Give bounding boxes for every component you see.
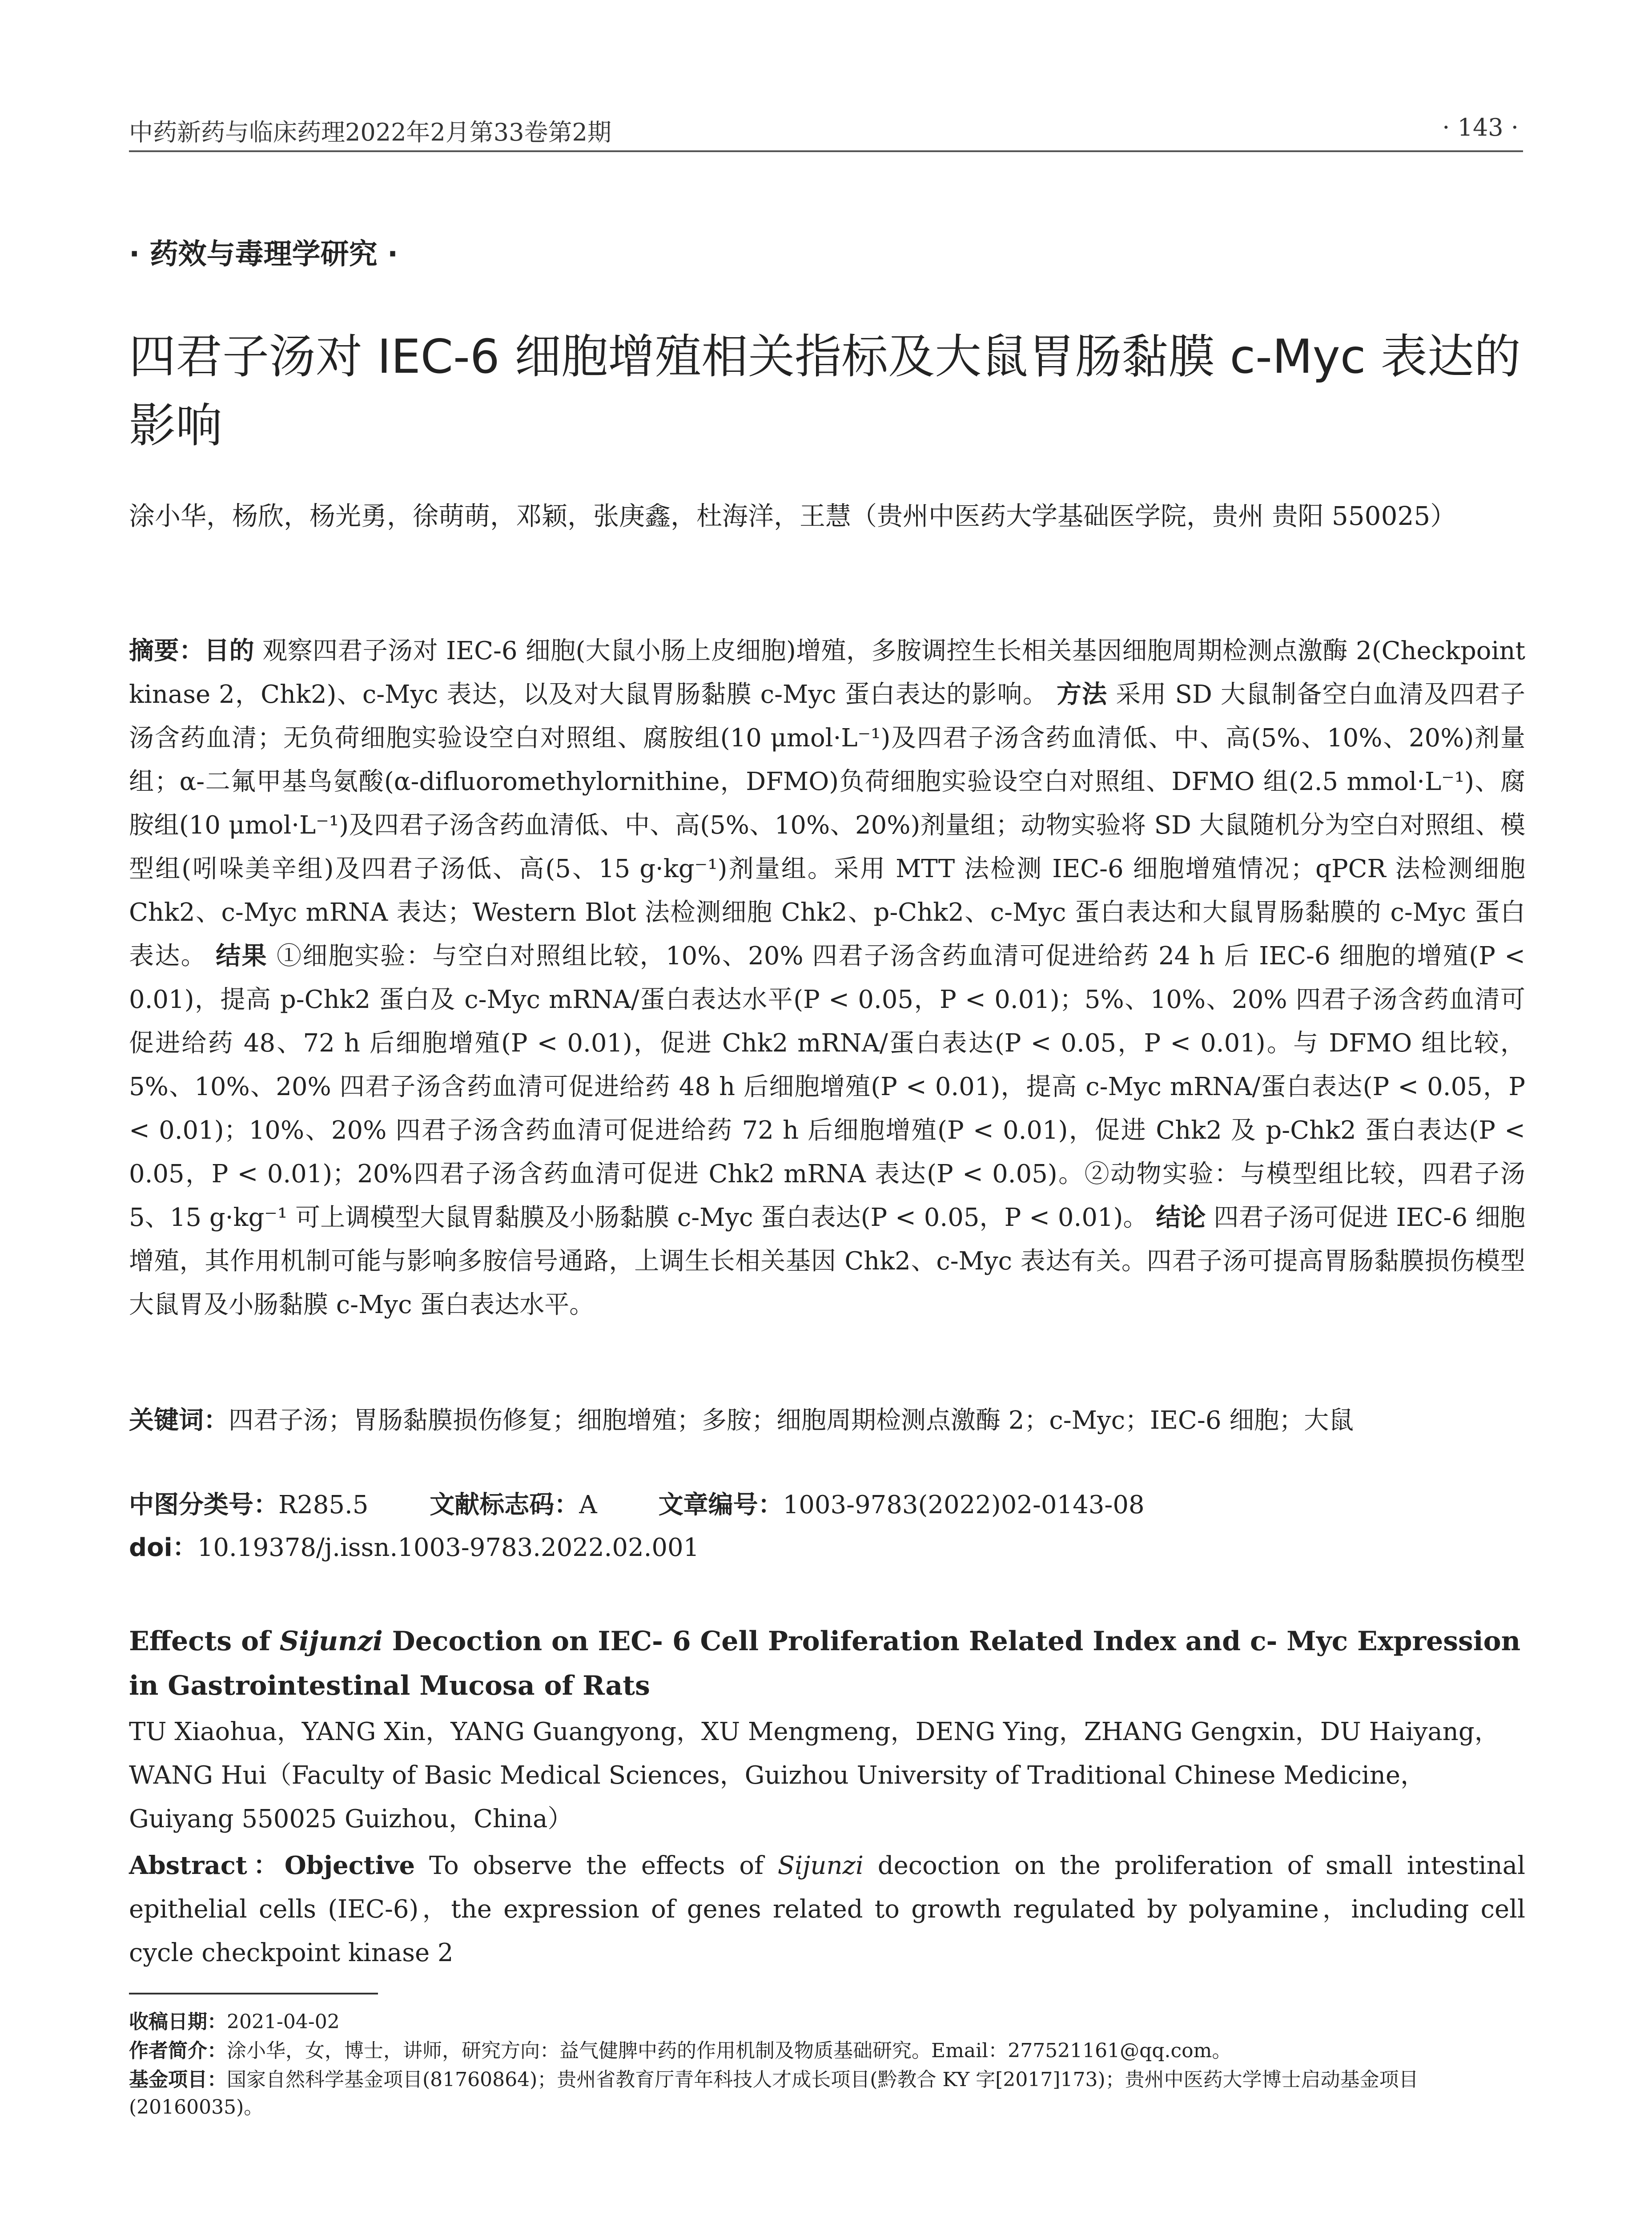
doi-line: [129, 1528, 699, 1563]
english-title-part: Decoction on IEC- 6 Cell Proliferation Related Index and c- Myc Expression in Gastrointestinal Mucosa of Rats: [129, 1626, 1521, 1701]
section-heading: · 药效与毒理学研究 ·: [129, 238, 398, 271]
english-abstract: [129, 1844, 1525, 1975]
english-authors: TU Xiaohua，YANG Xin，YANG Guangyong，XU Mengmeng，DENG Ying，ZHANG Gengxin，DU Haiyang，WANG Hui（Faculty of Basic Medical Sciences，Guizhou University of Traditional Chinese Medicine，Guiyang 550025 Guizhou，China）: [129, 1717, 1499, 1833]
english-abstract-label: Abstract：Objective: [129, 1851, 415, 1880]
footnote-fund: [129, 2066, 1525, 2121]
keywords-text: 四君子汤；胃肠黏膜损伤修复；细胞增殖；多胺；细胞周期检测点激酶 2；c-Myc；IEC-6 细胞；大鼠: [229, 1406, 1354, 1435]
keywords: [129, 1399, 1525, 1442]
author-list: 涂小华，杨欣，杨光勇，徐萌萌，邓颖，张庚鑫，杜海洋，王慧（贵州中医药大学基础医学院，贵州 贵阳 550025）: [129, 501, 1456, 531]
doi-value: 10.19378/j.issn.1003-9783.2022.02.001: [197, 1533, 699, 1562]
footnote-received: [129, 2008, 1525, 2036]
received-date: 2021-04-02: [227, 2010, 340, 2033]
article-number-value: 1003-9783(2022)02-0143-08: [783, 1491, 1145, 1519]
classification-line: [129, 1483, 1145, 1527]
english-title-part: Effects of: [129, 1626, 280, 1657]
footnote-author: [129, 2037, 1525, 2065]
fund-label: 基金项目：: [129, 2068, 227, 2091]
english-title-italic: Sijunzi: [279, 1626, 383, 1657]
keywords-label: 关键词：: [129, 1406, 229, 1435]
doi-label: doi：: [129, 1533, 197, 1562]
fund-text: 国家自然科学基金项目(81760864)；贵州省教育厅青年科技人才成长项目(黔教合 KY 字[2017]173)；贵州中医药大学博士启动基金项目(20160035)。: [129, 2068, 1419, 2119]
author-intro-label: 作者简介：: [129, 2039, 227, 2062]
abstract-conclusion: 四君子汤可促进 IEC-6 细胞增殖，其作用机制可能与影响多胺信号通路，上调生长相关基因 Chk2、c-Myc 表达有关。四君子汤可提高胃肠黏膜损伤模型大鼠胃及小肠黏膜 c-Myc 蛋白表达水平。: [129, 1203, 1525, 1319]
abstract-results: ①细胞实验：与空白对照组比较，10%、20% 四君子汤含药血清可促进给药 24 h 后 IEC-6 细胞的增殖(P < 0.01)，提高 p-Chk2 蛋白及 c-Myc mRNA/蛋白表达水平(P < 0.05，P < 0.01)；5%、10%、20% 四君子汤含药血清可促进给药 48、72 h 后细胞增殖(P < 0.01)，促进 Chk2 mRNA/蛋白表达(P < 0.05，P < 0.01)。与 DFMO 组比较，5%、10%、20% 四君子汤含药血清可促进给药 48 h 后细胞增殖(P < 0.01)，提高 c-Myc mRNA/蛋白表达(P < 0.05，P < 0.01)；10%、20% 四君子汤含药血清可促进给药 72 h 后细胞增殖(P < 0.01)，促进 Chk2 及 p-Chk2 蛋白表达(P < 0.05，P < 0.01)；20%四君子汤含药血清可促进 Chk2 mRNA 表达(P < 0.05)。②动物实验：与模型组比较，四君子汤 5、15 g·kg⁻¹ 可上调模型大鼠胃黏膜及小肠黏膜 c-Myc 蛋白表达(P < 0.05，P < 0.01)。: [129, 942, 1525, 1232]
page-number: · 143 ·: [1442, 113, 1519, 141]
journal-header: 中药新药与临床药理2022年2月第33卷第2期: [129, 118, 611, 146]
header-rule: [129, 150, 1523, 152]
english-abstract-italic: Sijunzi: [777, 1851, 864, 1880]
abstract-label: 摘要：目的: [129, 637, 254, 665]
doc-code-label: 文献标志码：: [430, 1491, 579, 1519]
results-label: 结果: [216, 942, 268, 971]
article-number-label: 文章编号：: [658, 1491, 783, 1519]
author-intro: 涂小华，女，博士，讲师，研究方向：益气健脾中药的作用机制及物质基础研究。Email：277521161@qq.com。: [227, 2039, 1232, 2062]
conclusion-label: 结论: [1156, 1203, 1206, 1232]
methods-label: 方法: [1056, 680, 1108, 709]
clc-label: 中图分类号：: [129, 1491, 278, 1519]
footnote-rule: [129, 1993, 378, 1994]
received-label: 收稿日期：: [129, 2010, 227, 2033]
abstract-objective: 观察四君子汤对 IEC-6 细胞(大鼠小肠上皮细胞)增殖，多胺调控生长相关基因细胞周期检测点激酶 2(Checkpoint kinase 2，Chk2)、c-Myc 表达，以及对大鼠胃肠黏膜 c-Myc 蛋白表达的影响。: [129, 637, 1525, 709]
english-abstract-text: To observe the effects of: [415, 1851, 778, 1880]
english-abstract-text: decoction on the proliferation of small intestinal epithelial cells (IEC-6)，the expression of genes related to growth regulated by polyamine，including cell cycle checkpoint kinase 2: [129, 1851, 1525, 1967]
english-title: [129, 1619, 1525, 1708]
abstract-methods: 采用 SD 大鼠制备空白血清及四君子汤含药血清；无负荷细胞实验设空白对照组、腐胺组(10 μmol·L⁻¹)及四君子汤含药血清低、中、高(5%、10%、20%)剂量组；α-二氟甲基鸟氨酸(α-difluoromethylornithine，DFMO)负荷细胞实验设空白对照组、DFMO 组(2.5 mmol·L⁻¹)、腐胺组(10 μmol·L⁻¹)及四君子汤含药血清低、中、高(5%、10%、20%)剂量组；动物实验将 SD 大鼠随机分为空白对照组、模型组(吲哚美辛组)及四君子汤低、高(5、15 g·kg⁻¹)剂量组。采用 MTT 法检测 IEC-6 细胞增殖情况；qPCR 法检测细胞 Chk2、c-Myc mRNA 表达；Western Blot 法检测细胞 Chk2、p-Chk2、c-Myc 蛋白表达和大鼠胃肠黏膜的 c-Myc 蛋白表达。: [129, 680, 1525, 971]
chinese-abstract: [129, 629, 1525, 1327]
clc-value: R285.5: [278, 1491, 369, 1519]
doc-code-value: A: [579, 1491, 597, 1519]
article-title: 四君子汤对 IEC-6 细胞增殖相关指标及大鼠胃肠黏膜 c-Myc 表达的影响: [129, 330, 1521, 453]
